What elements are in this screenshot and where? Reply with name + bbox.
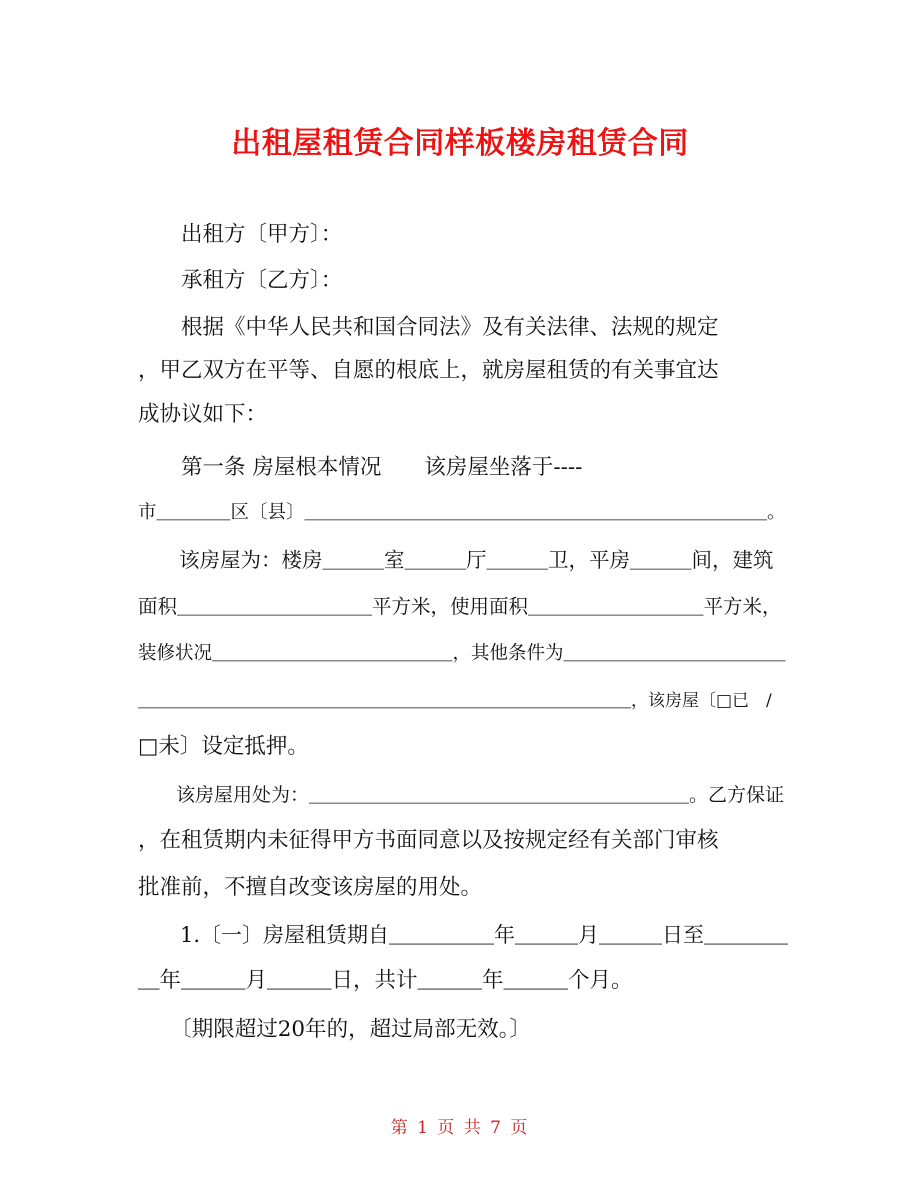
body-line: 市＿＿＿＿区〔县〕＿＿＿＿＿＿＿＿＿＿＿＿＿＿＿＿＿＿＿＿＿＿＿＿＿。 [138, 502, 786, 523]
document-title: 出租屋租赁合同样板楼房租赁合同 [231, 126, 689, 161]
body-line: 承租方〔乙方〕： [138, 268, 343, 293]
body-line: ，在租赁期内未征得甲方书面同意以及按规定经有关部门审核 [138, 828, 719, 853]
body-line: 〔期限超过20年的，超过局部无效。〕 [138, 1017, 531, 1042]
body-line: □未〕设定抵押。 [138, 734, 309, 759]
body-line: 面积＿＿＿＿＿＿＿＿＿＿平方米，使用面积＿＿＿＿＿＿＿＿＿平方米， [138, 595, 782, 618]
body-line: 成协议如下： [138, 402, 268, 427]
body-line: ＿＿＿＿＿＿＿＿＿＿＿＿＿＿＿＿＿＿＿＿＿＿＿＿＿＿＿＿＿，该房屋〔□已 / [138, 691, 772, 711]
body-line: 该房屋为：楼房＿＿＿室＿＿＿厅＿＿＿卫，平房＿＿＿间，建筑 [138, 548, 774, 572]
page-number-footer: 第 1 页 共 7 页 [390, 1118, 530, 1138]
body-line: ，甲乙双方在平等、自愿的根底上，就房屋租赁的有关事宜达 [138, 358, 719, 383]
body-line: 批准前，不擅自改变该房屋的用处。 [138, 875, 483, 900]
body-line: 1.〔一〕房屋租赁期自＿＿＿＿＿年＿＿＿月＿＿＿日至＿＿＿＿ [138, 923, 789, 947]
body-line: 装修状况＿＿＿＿＿＿＿＿＿＿＿＿＿，其他条件为＿＿＿＿＿＿＿＿＿＿＿＿ [138, 643, 786, 664]
body-line: 第一条 房屋根本情况 该房屋坐落于---- [138, 455, 583, 480]
body-line: 出租方〔甲方〕： [138, 222, 343, 247]
body-line: 根据《中华人民共和国合同法》及有关法律、法规的规定 [138, 315, 719, 340]
body-line: ＿年＿＿＿月＿＿＿日，共计＿＿＿年＿＿＿个月。 [138, 968, 633, 993]
body-line: 该房屋用处为：＿＿＿＿＿＿＿＿＿＿＿＿＿＿＿＿＿＿＿＿。乙方保证 [138, 784, 785, 806]
